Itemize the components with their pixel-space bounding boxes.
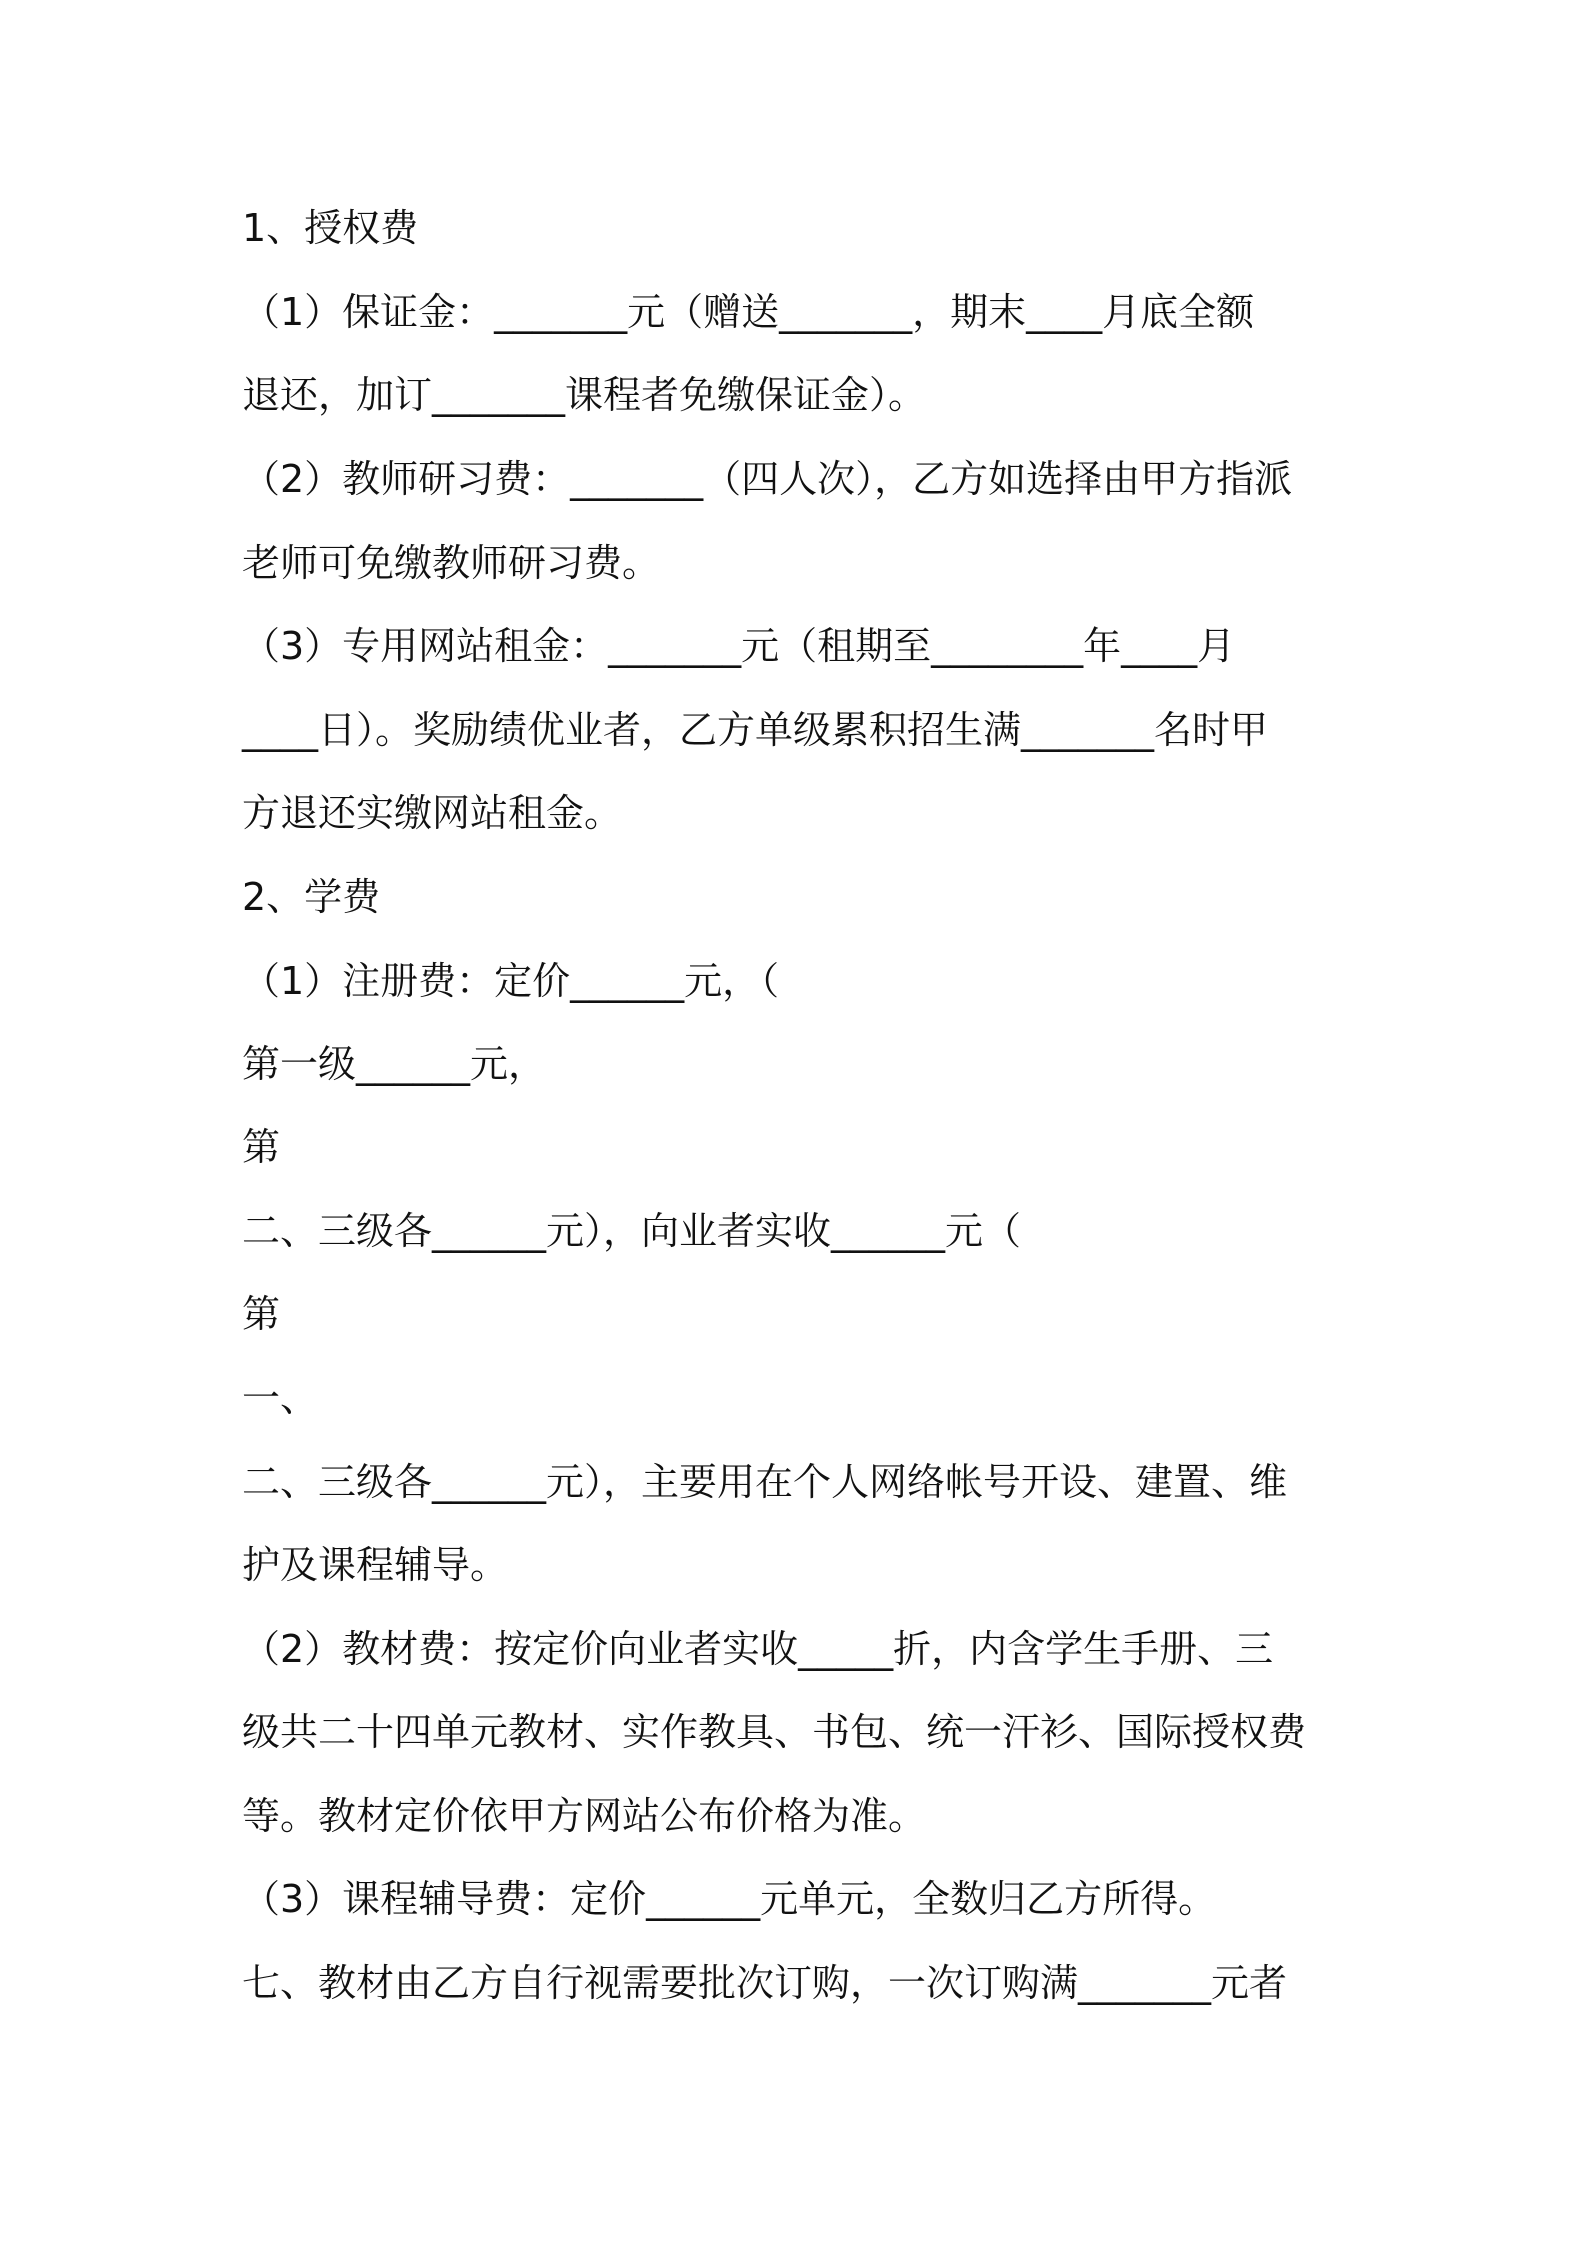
paragraph-line: 第一级______元， xyxy=(242,1042,547,1086)
paragraph-line: 老师可免缴教师研习费。 xyxy=(242,541,661,585)
paragraph-line: 二、三级各______元），向业者实收______元（ xyxy=(242,1209,1022,1253)
section-heading-authorization-fee: 1、授权费 xyxy=(242,206,419,250)
paragraph-line: 级共二十四单元教材、实作教具、书包、统一汗衫、国际授权费 xyxy=(242,1710,1307,1754)
paragraph-line: 第 xyxy=(242,1292,281,1336)
paragraph-line: 等。教材定价依甲方网站公布价格为准。 xyxy=(242,1794,927,1838)
paragraph-line: ____日）。奖励绩优业者，乙方单级累积招生满_______名时甲 xyxy=(242,708,1269,752)
paragraph-line: 七、教材由乙方自行视需要批次订购，一次订购满_______元者 xyxy=(242,1961,1288,2005)
paragraph-line: （1）保证金：_______元（赠送_______，期末____月底全额 xyxy=(242,290,1255,334)
paragraph-line: 二、三级各______元），主要用在个人网络帐号开设、建置、维 xyxy=(242,1460,1288,1504)
paragraph-line: 一、 xyxy=(242,1376,319,1420)
paragraph-line: （3）专用网站租金：_______元（租期至________年____月 xyxy=(242,624,1236,668)
paragraph-line: （1）注册费：定价______元，（ xyxy=(242,959,780,1003)
paragraph-line: 退还，加订_______课程者免缴保证金）。 xyxy=(242,373,927,417)
paragraph-line: （2）教材费：按定价向业者实收_____折，内含学生手册、三 xyxy=(242,1627,1274,1671)
paragraph-line: （2）教师研习费：_______（四人次），乙方如选择由甲方指派 xyxy=(242,457,1293,501)
section-heading-tuition: 2、学费 xyxy=(242,875,381,919)
paragraph-line: 第 xyxy=(242,1125,281,1169)
paragraph-line: （3）课程辅导费：定价______元单元，全数归乙方所得。 xyxy=(242,1877,1217,1921)
paragraph-line: 方退还实缴网站租金。 xyxy=(242,791,623,835)
paragraph-line: 护及课程辅导。 xyxy=(242,1543,509,1587)
